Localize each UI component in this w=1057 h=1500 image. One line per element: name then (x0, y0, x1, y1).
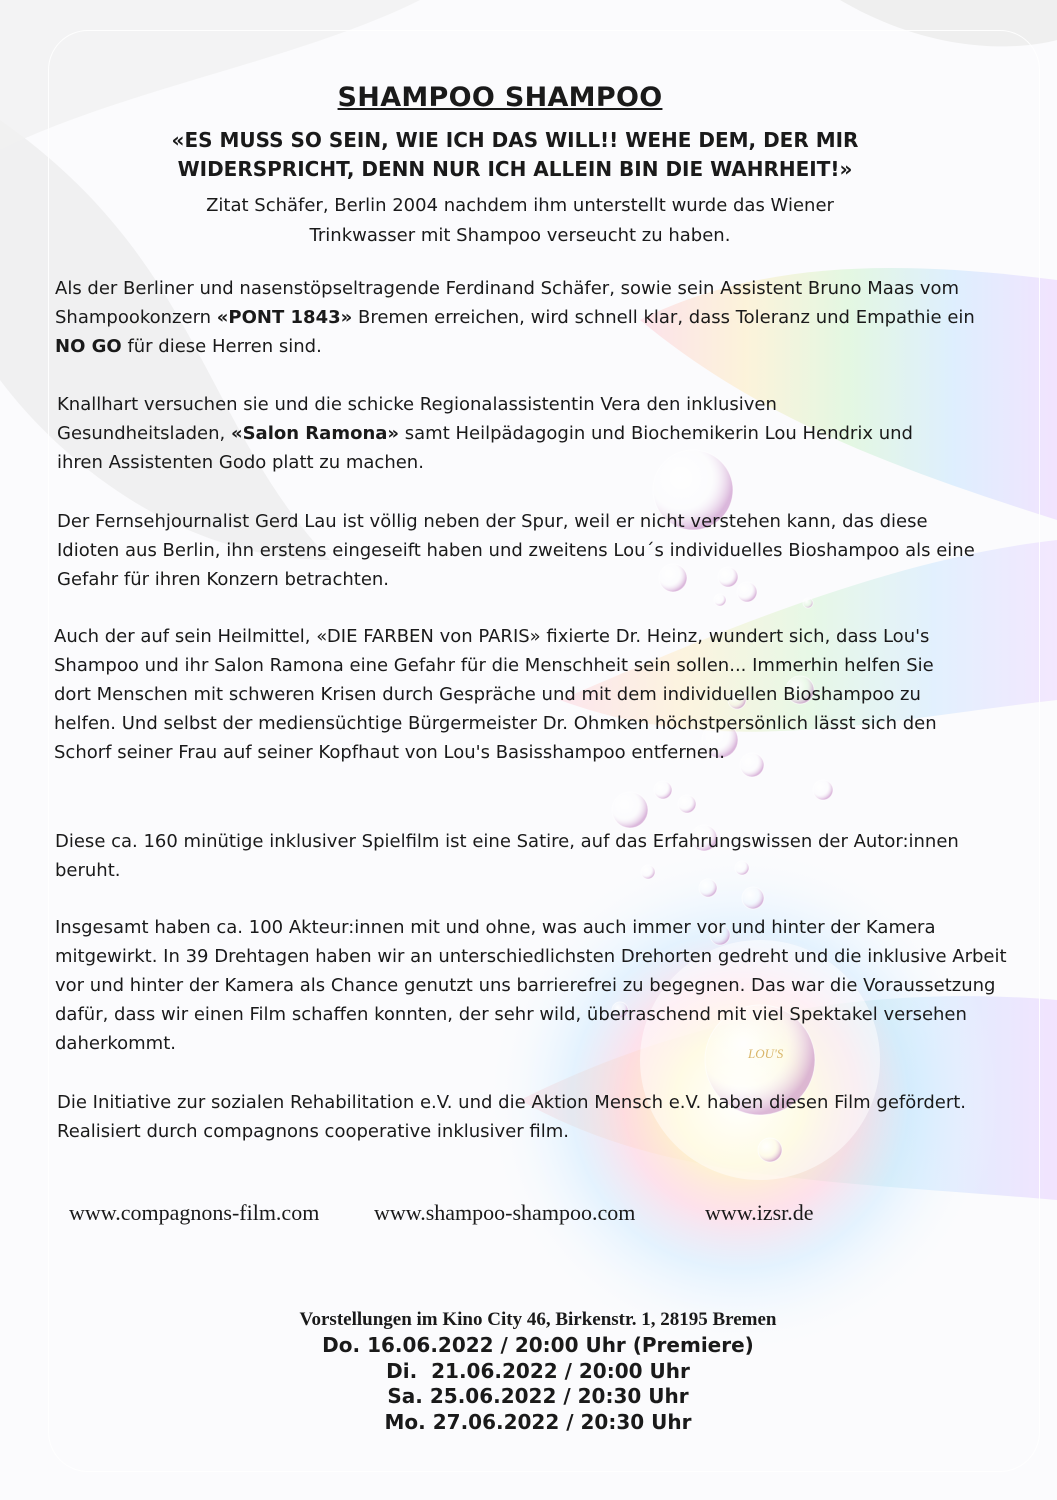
paragraph-journalist: Der Fernsehjournalist Gerd Lau ist völlig neben der Spur, weil er nicht verstehen kann, das diese Idioten aus Berlin, ihn erstens eingeseift haben und zweitens Lou´s individuelles Bioshampoo als eine Gefahr für ihren Konzern betrachten. (57, 511, 975, 590)
date-line: Do. 16.06.2022 / 20:00 Uhr (Premiere) (322, 1333, 754, 1357)
link-izsr[interactable]: www.izsr.de (705, 1200, 814, 1225)
attribution-line: Trinkwasser mit Shampoo verseucht zu haben. (309, 225, 731, 246)
paragraph-satire: Diese ca. 160 minütige inklusiver Spielfilm ist eine Satire, auf das Erfahrungswissen der Autor:innen beruht. (55, 831, 959, 881)
paragraph-funding: Die Initiative zur sozialen Rehabilitation e.V. und die Aktion Mensch e.V. haben diesen Film gefördert. Realisiert durch compagnons cooperative inklusiver film. (57, 1092, 967, 1142)
bubble-logo: LOU'S (748, 1046, 784, 1061)
venue-line: Vorstellungen im Kino City 46, Birkenstr. 1, 28195 Bremen (299, 1309, 777, 1330)
quote-line: WIDERSPRICHT, DENN NUR ICH ALLEIN BIN DIE WAHRHEIT!» (177, 157, 853, 181)
quote-line: «ES MUSS SO SEIN, WIE ICH DAS WILL!! WEHE DEM, DER MIR (171, 128, 859, 152)
attribution-line: Zitat Schäfer, Berlin 2004 nachdem ihm unterstellt wurde das Wiener (206, 195, 834, 216)
paragraph-intro: Als der Berliner und nasenstöpseltragende Ferdinand Schäfer, sowie sein Assistent Bruno Maas vom Shampookonzern «PONT 1843» Bremen erreichen, wird schnell klar, dass Toleranz und Empathie ein NO GO für diese Herren sind. (55, 278, 975, 357)
paragraph-production: Insgesamt haben ca. 100 Akteur:innen mit und ohne, was auch immer vor und hinter der Kamera mitgewirkt. In 39 Drehtagen haben wir an unterschiedlichsten Drehorten gedreht und die inklusive Arbeit vor und hinter der Kamera als Chance genutzt uns barrierefrei zu begegnen. Das war die Voraussetzung dafür, dass wir einen Film schaffen konnten, der sehr wild, überraschend mit viel Spektakel versehen daherkommt. (55, 917, 1007, 1054)
quote-attribution (120, 191, 920, 251)
date-line: Mo. 27.06.2022 / 20:30 Uhr (384, 1409, 692, 1434)
link-shampoo-shampoo[interactable]: www.shampoo-shampoo.com (374, 1200, 636, 1225)
page-title: SHAMPOO SHAMPOO (337, 82, 663, 113)
quote (100, 126, 930, 184)
link-compagnons[interactable]: www.compagnons-film.com (69, 1200, 320, 1225)
screening-dates (0, 1333, 1057, 1435)
paragraph-heinz: Auch der auf sein Heilmittel, «DIE FARBEN von PARIS» fixierte Dr. Heinz, wundert sich, dass Lou's Shampoo und ihr Salon Ramona eine Gefahr für die Menschheit sein sollen... Immerhin helfen Sie dort Menschen mit schweren Krisen durch Gespräche und mit dem individuellen Bioshampoo zu helfen. Und selbst der mediensüchtige Bürgermeister Dr. Ohmken höchstpersönlich lässt sich den Schorf seiner Frau auf seiner Kopfhaut von Lou's Basisshampoo entfernen. (54, 626, 937, 763)
paragraph-salon: Knallhart versuchen sie und die schicke Regionalassistentin Vera den inklusiven Gesundheitsladen, «Salon Ramona» samt Heilpädagogin und Biochemikerin Lou Hendrix und ihren Assistenten Godo platt zu machen. (57, 394, 913, 473)
date-line: Sa. 25.06.2022 / 20:30 Uhr (387, 1384, 689, 1408)
date-line: Di. 21.06.2022 / 20:00 Uhr (386, 1358, 690, 1383)
